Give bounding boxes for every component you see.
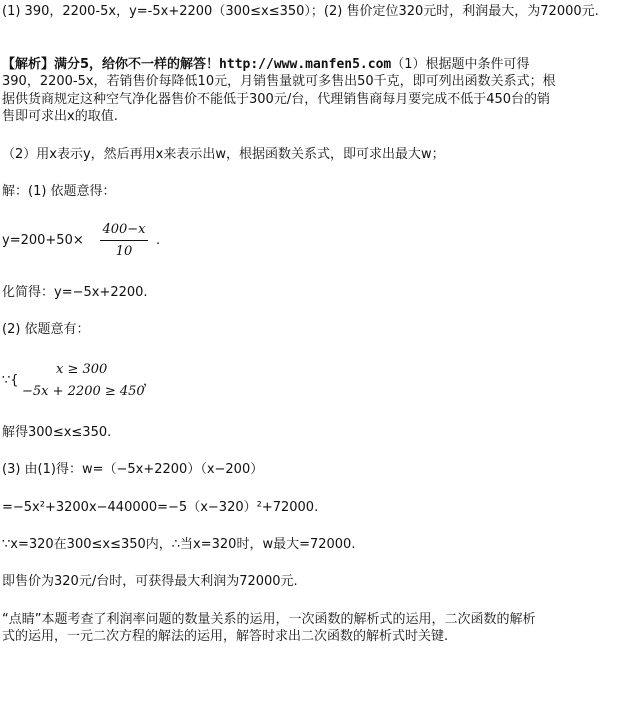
comment-line-2: 式的运用，一元二次方程的解法的运用，解答时求出二次函数的解析式时关键. xyxy=(2,629,449,644)
inequality-comma: ， xyxy=(143,374,157,389)
maximum-statement: ∵x=320在300≤x≤350内，∴当x=320时，w最大=72000. xyxy=(2,537,356,552)
answer-line: (1) 390，2200-5x，y=-5x+2200（300≤x≤350）；(2) 售价定位320元时，利润最大，为72000元. xyxy=(2,4,599,19)
inequality-1: x ≥ 300 xyxy=(56,362,108,377)
expanded-equation: =−5x²+3200x−440000=−5（x−320）²+72000. xyxy=(2,500,319,515)
because-symbol: ∵{ xyxy=(2,373,19,388)
comment-line-1: “点睛”本题考查了利润率问题的数量关系的运用，一次函数的解析式的运用，二次函数的解析 xyxy=(2,612,536,627)
part3-equation: (3) 由(1)得：w=（−5x+2200）（x−200） xyxy=(2,462,264,477)
analysis-line-1-rest: （1）根据题中条件可得 xyxy=(391,57,530,72)
analysis-line-2: 390，2200-5x，若销售价每降低10元，月销售量就可多售出50千克，即可列出函数关系式；根 xyxy=(2,74,556,89)
equation-suffix: . xyxy=(156,233,161,248)
simplified-equation: 化简得：y=−5x+2200. xyxy=(2,285,148,300)
analysis-line-4: 售即可求出x的取值. xyxy=(2,109,118,124)
fraction-denominator: 10 xyxy=(115,244,133,259)
inequality-2: −5x + 2200 ≥ 450 xyxy=(22,384,145,399)
step2-hint: （2）用x表示y，然后再用x来表示出w，根据函数关系式，即可求出最大w； xyxy=(2,147,445,162)
conclusion: 即售价为320元/台时，可获得最大利润为72000元. xyxy=(2,574,298,589)
analysis-line-1 xyxy=(2,57,530,73)
equation-prefix: y=200+50× xyxy=(2,233,84,248)
fraction-numerator: 400−x xyxy=(102,222,146,237)
analysis-tag: 【解析】满分5，给你不一样的解答！ xyxy=(2,57,220,72)
fraction-bar xyxy=(100,240,148,241)
source-url: http://www.manfen5.com xyxy=(219,57,392,72)
part2-intro: (2) 依题意有： xyxy=(2,322,90,337)
range-result: 解得300≤x≤350. xyxy=(2,425,112,440)
solution-intro: 解：(1) 依题意得： xyxy=(2,184,116,199)
analysis-line-3: 据供货商规定这种空气净化器售价不能低于300元/台，代理销售商每月要完成不低于450台的销 xyxy=(2,92,551,107)
